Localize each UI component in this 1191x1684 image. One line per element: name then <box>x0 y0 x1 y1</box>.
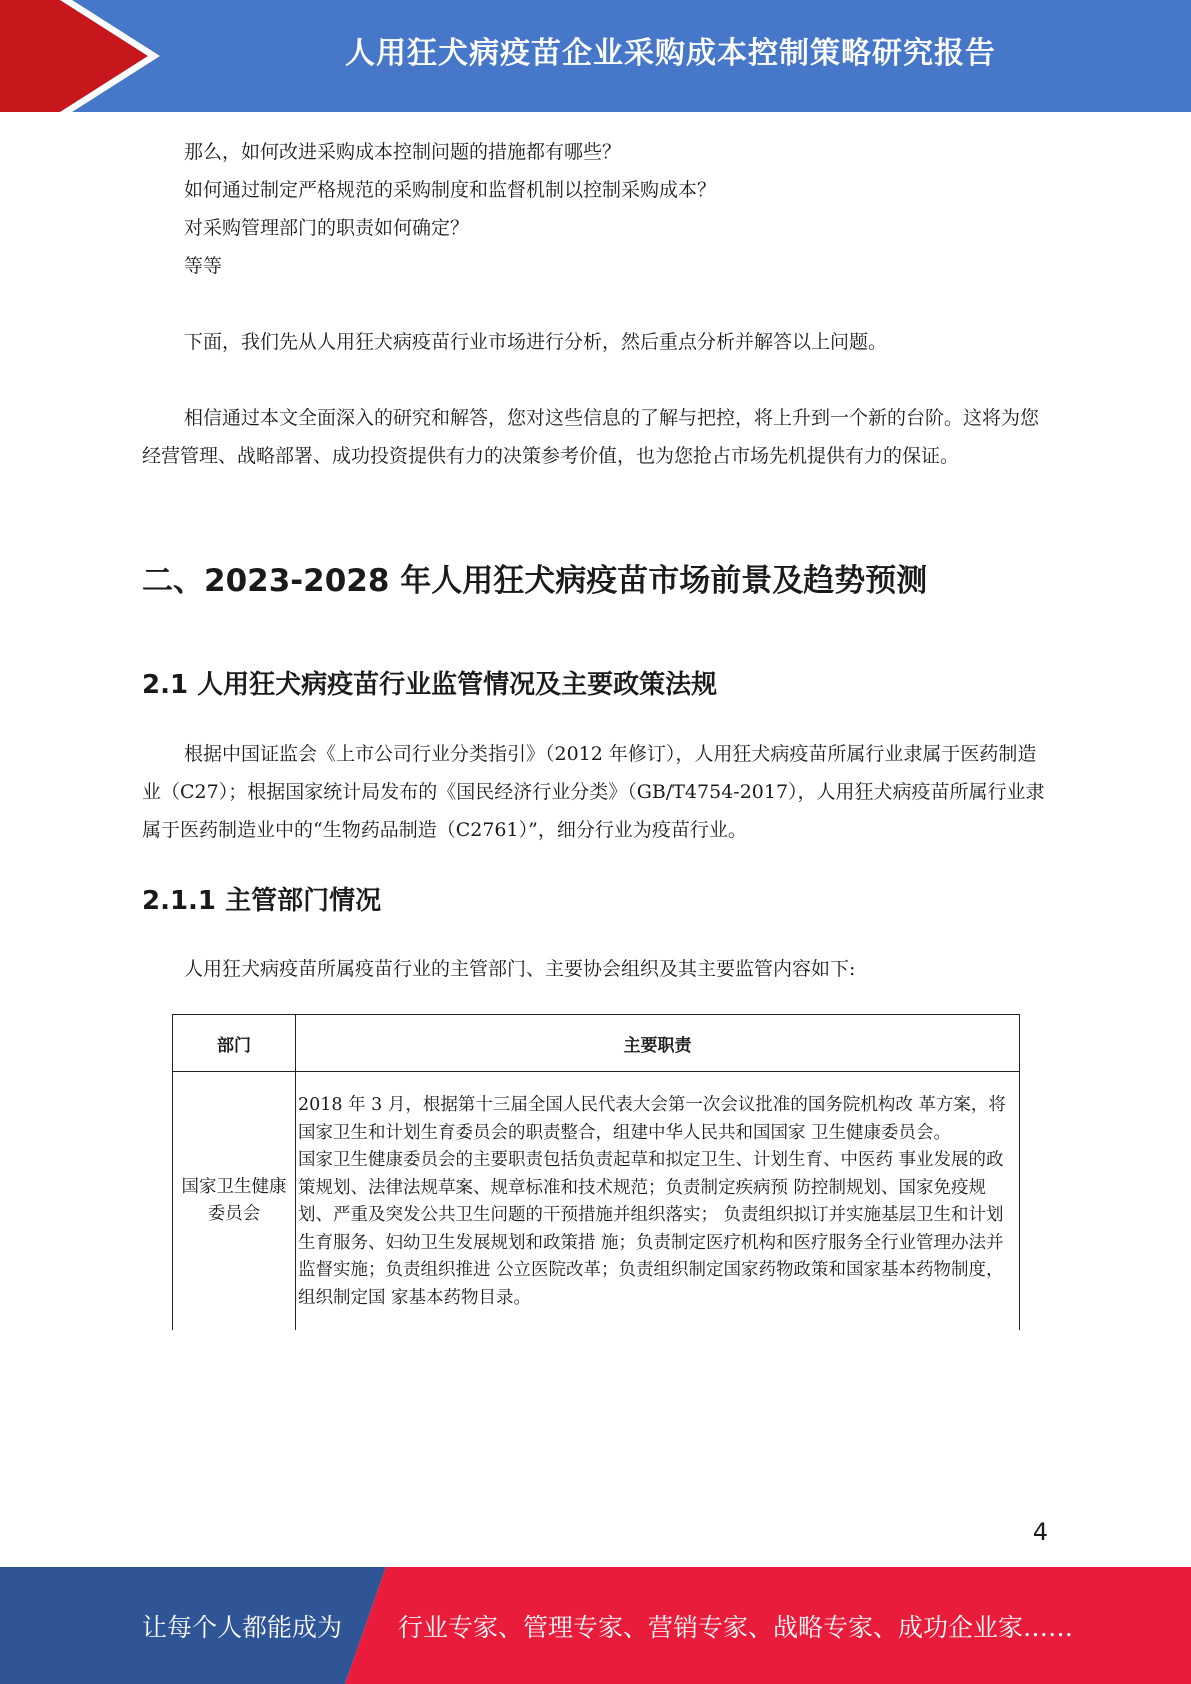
red-chevron-decoration <box>0 0 160 112</box>
table-header-row <box>173 1015 1020 1072</box>
section-heading: 二、2023-2028 年人用狂犬病疫苗市场前景及趋势预测 <box>142 563 928 599</box>
footer-slogan-left: 让每个人都能成为 <box>142 1612 343 1642</box>
question-line: 那么，如何改进采购成本控制问题的措施都有哪些？ <box>184 141 622 163</box>
question-line: 对采购管理部门的职责如何确定？ <box>184 217 470 239</box>
column-header-department: 部门 <box>173 1015 296 1072</box>
body-paragraph: 人用狂犬病疫苗所属疫苗行业的主管部门、主要协会组织及其主要监管内容如下: <box>184 958 856 980</box>
department-duty-table <box>172 1014 1020 1330</box>
body-paragraph: 根据中国证监会《上市公司行业分类指引》（2012 年修订），人用狂犬病疫苗所属行业隶属于医药制造业（C27）；根据国家统计局发布的《国民经济行业分类》（GB/T4754-2017），人用狂犬病疫苗所属行业隶属于医药制造业中的“生物药品制造（C2761）”，细分行业为疫苗行业。 <box>142 743 1045 841</box>
table-row <box>173 1072 1020 1331</box>
duty-cell <box>296 1072 1020 1331</box>
question-line: 如何通过制定严格规范的采购制度和监督机制以控制采购成本？ <box>184 179 717 201</box>
report-title: 人用狂犬病疫苗企业采购成本控制策略研究报告 <box>345 36 996 71</box>
duty-paragraph: 国家卫生健康委员会的主要职责包括负责起草和拟定卫生、计划生育、中医药 事业发展的政策规划、法律法规草案、规章标准和技术规范；负责制定疾病预 防控制规划、国家免疫规划、严重及突发公共卫生问题的干预措施并组织落实； 负责组织拟订并实施基层卫生和计划生育服务、妇幼卫生发展规划和政策措 施；负责制定医疗机构和医疗服务全行业管理办法并监督实施；负责组织推进 公立医院改革；负责组织制定国家药物政策和国家基本药物制度，组织制定国 家基本药物目录。 <box>298 1150 1004 1308</box>
report-header <box>0 0 1191 112</box>
column-header-duty: 主要职责 <box>296 1015 1020 1072</box>
intro-paragraph: 相信通过本文全面深入的研究和解答，您对这些信息的了解与把控，将上升到一个新的台阶。这将为您经营管理、战略部署、成功投资提供有力的决策参考价值，也为您抢占市场先机提供有力的保证。 <box>142 407 1040 467</box>
subsection-heading: 2.1 人用狂犬病疫苗行业监管情况及主要政策法规 <box>142 670 718 700</box>
duty-paragraph: 2018 年 3 月，根据第十三届全国人民代表大会第一次会议批准的国务院机构改 革方案，将国家卫生和计划生育委员会的职责整合，组建中华人民共和国国家 卫生健康委员会。 <box>298 1095 1006 1143</box>
department-cell: 国家卫生健康委员会 <box>173 1072 296 1331</box>
footer-slogan-right: 行业专家、管理专家、营销专家、战略专家、成功企业家…… <box>398 1612 1074 1642</box>
question-line: 等等 <box>184 255 223 277</box>
report-footer <box>0 1567 1191 1684</box>
page-number: 4 <box>1032 1518 1048 1546</box>
intro-paragraph: 下面，我们先从人用狂犬病疫苗行业市场进行分析，然后重点分析并解答以上问题。 <box>184 331 888 353</box>
subsection-heading: 2.1.1 主管部门情况 <box>142 886 382 916</box>
